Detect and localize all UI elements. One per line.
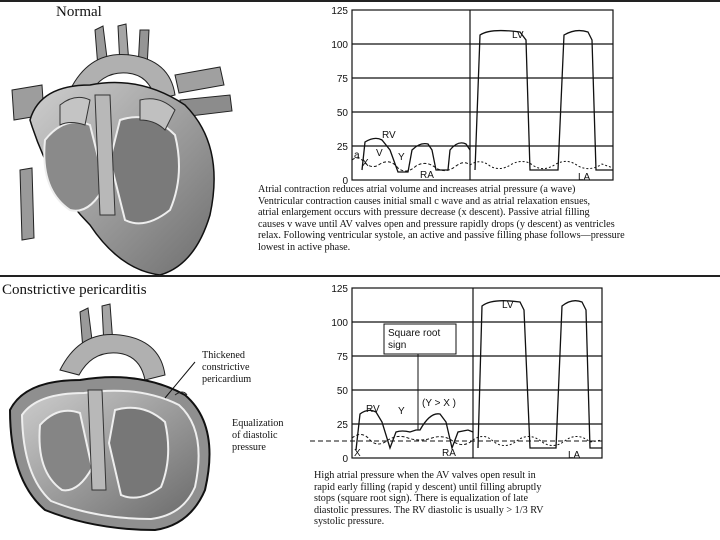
constrictive-y-tick-100: 100 (331, 318, 348, 329)
normal-y-label: Y (398, 152, 405, 163)
equalization-label-line: Equalization (232, 418, 284, 429)
constrictive-caption-line: systolic pressure. (314, 516, 385, 528)
constrictive-caption (314, 470, 544, 528)
square-root-label: Square root (388, 328, 441, 339)
normal-ra-trace (352, 158, 470, 171)
square-root-label: sign (388, 340, 407, 351)
constrictive-lv-label: LV (502, 300, 514, 311)
constrictive-y-tick-50: 50 (336, 386, 348, 397)
normal-caption-line: atrial enlargement occurs with pressure decrease (x descent). Passive atrial filling (258, 207, 590, 219)
constrictive-la-label: LA (568, 450, 581, 461)
constrictive-caption-line: High atrial pressure when the AV valves open result in (314, 470, 536, 481)
constrictive-y-tick-125: 125 (331, 284, 348, 295)
normal-heart-illustration (0, 20, 250, 275)
constrictive-y-tick-75: 75 (336, 352, 348, 363)
constrictive-y-label: Y (398, 406, 405, 417)
normal-ra-label: RA (420, 170, 434, 181)
constrictive-caption-line: stops (square root sign). There is equalization of late (314, 493, 528, 505)
equalization-label-line: of diastolic (232, 430, 278, 441)
normal-y-tick-50: 50 (336, 108, 348, 119)
constrictive-rv-trace (356, 410, 473, 450)
pericardium-label-line: Thickened (202, 350, 245, 361)
pericardium-label (202, 350, 251, 386)
normal-lv-label: LV (512, 30, 524, 41)
constrictive-pressure-chart (310, 280, 610, 465)
normal-caption-line: causes v wave until AV valves open and pressure rapidly drops (y descent) as ventricles (258, 218, 615, 230)
constrictive-lv-trace (478, 301, 602, 448)
constrictive-ra-label: RA (442, 448, 456, 459)
constrictive-y-tick-0: 0 (342, 454, 348, 465)
normal-a-label: a (354, 150, 360, 161)
normal-y-tick-100: 100 (331, 40, 348, 51)
normal-v-label: V (376, 148, 383, 159)
constrictive-x-label: X (354, 448, 361, 459)
constrictive-title: Constrictive pericarditis (2, 282, 147, 298)
section-divider (0, 275, 720, 277)
constrictive-caption-line: diastolic pressures. The RV diastolic is usually > 1/3 RV (314, 504, 544, 516)
equalization-label-line: pressure (232, 442, 266, 453)
normal-caption-line: lowest in active phase. (258, 241, 351, 253)
constrictive-yx-label: (Y > X ) (422, 398, 456, 409)
normal-caption-line: Atrial contraction reduces atrial volume and increases atrial pressure (a wave) (258, 184, 576, 195)
pericardium-label-line: constrictive (202, 362, 250, 373)
constrictive-y-tick-25: 25 (336, 420, 348, 431)
normal-x-label: X (362, 158, 369, 169)
normal-caption (258, 184, 625, 254)
normal-y-tick-75: 75 (336, 74, 348, 85)
constrictive-rv-label: RV (366, 404, 380, 415)
normal-y-tick-25: 25 (336, 142, 348, 153)
normal-title: Normal (56, 4, 102, 20)
normal-la-label: LA (578, 172, 591, 183)
normal-caption-line: relax. Following ventricular systole, an active and passive filling phase follows—pressure (258, 230, 625, 242)
normal-caption-line: Ventricular contraction causes initial small c wave and as atrial relaxation ensues, (258, 195, 591, 207)
equalization-label (232, 418, 284, 454)
pericardium-label-line: pericardium (202, 374, 252, 385)
normal-rv-label: RV (382, 130, 396, 141)
normal-y-tick-0: 0 (342, 176, 348, 187)
normal-la-trace (470, 161, 613, 168)
normal-pressure-chart (320, 0, 620, 190)
constrictive-heart-illustration (0, 300, 250, 540)
normal-y-tick-125: 125 (331, 6, 348, 17)
constrictive-caption-line: rapid early filling (rapid y descent) until filling abruptly (314, 481, 542, 493)
normal-lv-trace (475, 31, 613, 170)
